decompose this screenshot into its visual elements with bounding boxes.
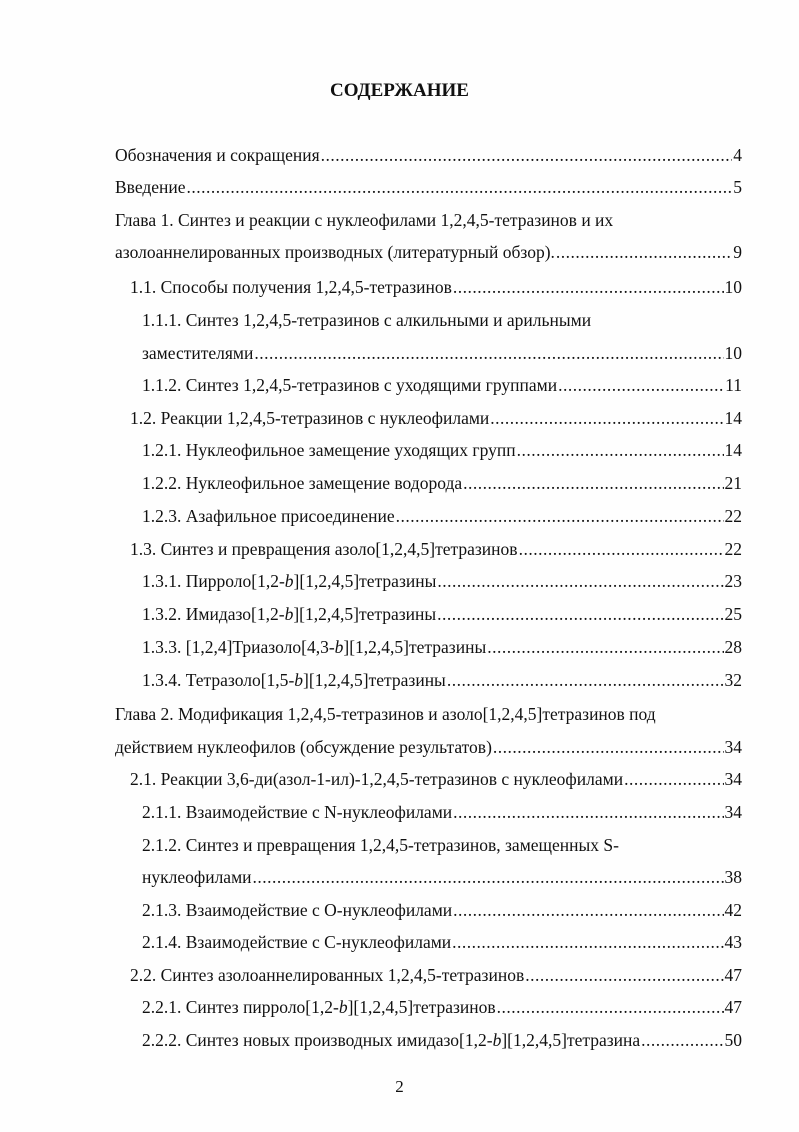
toc-entry: Введение ..... 5 [115, 177, 742, 198]
toc-entry: 2.2.2. Синтез новых производных имидазо[1,2-b][1,2,4,5]тетразина ..... 50 [142, 1030, 742, 1051]
toc-entry: 2.1.4. Взаимодействие с C-нуклеофилами ..... 43 [142, 932, 742, 953]
toc-entry: 2.2. Синтез азолоаннелированных 1,2,4,5-тетразинов ..... 47 [130, 965, 742, 986]
toc-entry: 1.3.1. Пирроло[1,2-b][1,2,4,5]тетразины ..... 23 [142, 571, 742, 592]
toc-entry: Обозначения и сокращения ..... 4 [115, 145, 742, 166]
page-title: СОДЕРЖАНИЕ [330, 80, 469, 101]
toc-entry: 1.2.1. Нуклеофильное замещение уходящих групп ..... 14 [142, 440, 742, 461]
toc-entry: 1.1. Способы получения 1,2,4,5-тетразинов ..... 10 [130, 277, 742, 298]
toc-entry: азолоаннелированных производных (литературный обзор). ..... 9 [115, 242, 742, 263]
toc-entry: 2.1.3. Взаимодействие с O-нуклеофилами ..... 42 [142, 900, 742, 921]
toc-entry: Глава 2. Модификация 1,2,4,5-тетразинов и азоло[1,2,4,5]тетразинов под [115, 704, 656, 724]
toc-entry: нуклеофилами ..... 38 [142, 867, 742, 888]
toc-entry: 1.3.2. Имидазо[1,2-b][1,2,4,5]тетразины ..... 25 [142, 604, 742, 625]
toc-entry: 1.1.1. Синтез 1,2,4,5-тетразинов с алкильными и арильными [142, 310, 592, 330]
toc-entry: действием нуклеофилов (обсуждение результатов) ..... 34 [115, 737, 742, 758]
toc-entry: 2.1.2. Синтез и превращения 1,2,4,5-тетразинов, замещенных S- [142, 835, 619, 855]
toc-entry: 1.2. Реакции 1,2,4,5-тетразинов с нуклеофилами ..... 14 [130, 408, 742, 429]
toc-entry: 1.3. Синтез и превращения азоло[1,2,4,5]тетразинов ..... 22 [130, 539, 742, 560]
toc-entry: 2.1. Реакции 3,6-ди(азол-1-ил)-1,2,4,5-тетразинов с нуклеофилами ..... 34 [130, 769, 742, 790]
toc-entry: 1.3.3. [1,2,4]Триазоло[4,3-b][1,2,4,5]тетразины ..... 28 [142, 637, 742, 658]
toc-entry: 1.2.2. Нуклеофильное замещение водорода ..... 21 [142, 473, 742, 494]
toc-entry: 1.1.2. Синтез 1,2,4,5-тетразинов с уходящими группами ..... 11 [142, 375, 742, 396]
toc-entry: 1.2.3. Азафильное присоединение ..... 22 [142, 506, 742, 527]
toc-entry: заместителями ..... 10 [142, 343, 742, 364]
page-number: 2 [395, 1077, 404, 1096]
toc-entry: 1.3.4. Тетразоло[1,5-b][1,2,4,5]тетразины ..... 32 [142, 670, 742, 691]
toc-entry: 2.2.1. Синтез пирроло[1,2-b][1,2,4,5]тетразинов ..... 47 [142, 997, 742, 1018]
toc-entry: 2.1.1. Взаимодействие с N-нуклеофилами ..... 34 [142, 802, 742, 823]
toc-entry: Глава 1. Синтез и реакции с нуклеофилами 1,2,4,5-тетразинов и их [115, 210, 614, 230]
